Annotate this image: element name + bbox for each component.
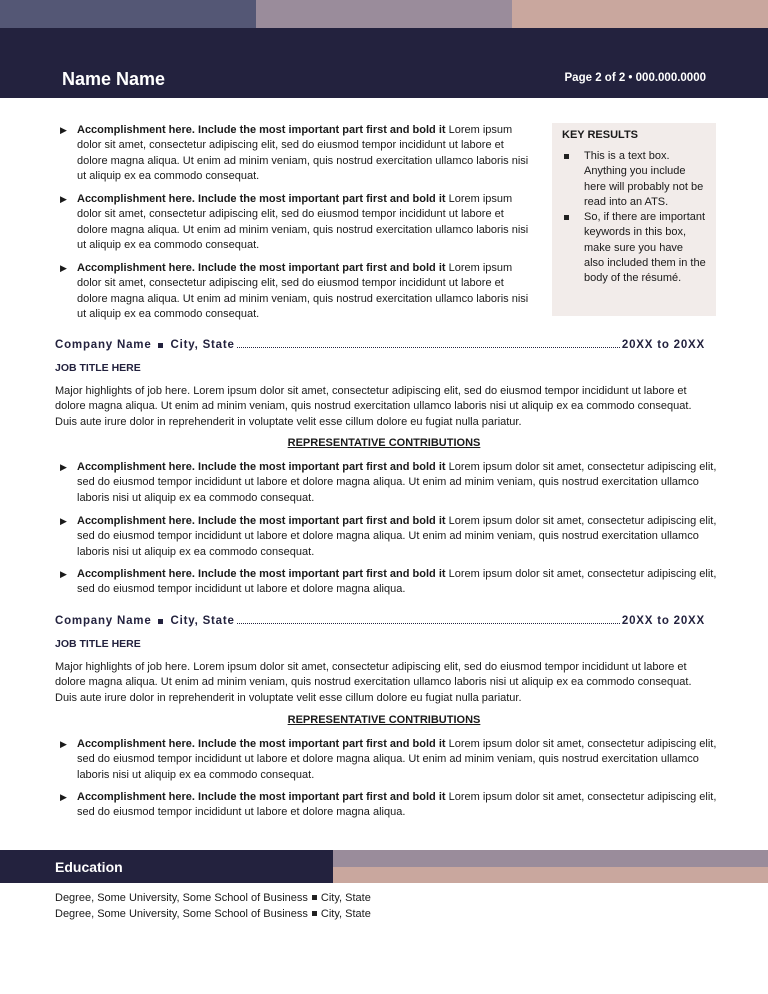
education-location: City, State — [320, 908, 371, 920]
education-location: City, State — [320, 892, 371, 904]
arrow-bullet-icon: ▶ — [60, 516, 67, 526]
top-color-bar — [0, 0, 768, 28]
accomplishment-text: Lorem ipsum dolor sit amet, consectetur adipiscing elit, sed do eiusmod tempor incididunt ut labore et dolore magna aliqua. Ut enim ad minim veniam, quis nostrud exercitation ullamco laboris nisi ut aliquip ex ea commodo consequat. — [77, 124, 529, 182]
contribution-text: Lorem ipsum dolor sit amet, consectetur adipiscing elit, sed do eiusmod tempor incididunt ut labore et dolore magna aliqua. — [77, 791, 717, 819]
contribution-bold: Accomplishment here. Include the most important part first and bold it — [77, 461, 446, 473]
key-results-title: KEY RESULTS — [562, 129, 638, 141]
education-heading: Education — [55, 859, 123, 875]
contribution-bullet — [60, 567, 717, 598]
education-header — [0, 850, 333, 883]
accomplishment-bold: Accomplishment here. Include the most important part first and bold it — [77, 193, 446, 205]
company-line — [55, 614, 705, 627]
contribution-bold: Accomplishment here. Include the most important part first and bold it — [77, 791, 446, 803]
key-results-item — [562, 210, 706, 286]
contributions-heading: REPRESENTATIVE CONTRIBUTIONS — [287, 437, 481, 449]
job-title: JOB TITLE HERE — [55, 362, 141, 374]
contribution-bullet — [60, 460, 717, 506]
job-summary: Major highlights of job here. Lorem ipsum dolor sit amet, consectetur adipiscing elit, sed do eiusmod tempor incididunt ut labore et dolore magna aliqua. Ut enim ad minim veniam, quis nostrud exercitation ullamco laboris nisi ut aliquip ex ea commodo consequat. Duis aute irure dolor in reprehenderit in voluptate velit esse cillum dolore eu fugiat nulla pariatur. — [55, 385, 692, 428]
accomplishment-bullet — [60, 192, 537, 253]
education-degree: Degree, Some University, Some School of Business — [55, 892, 308, 904]
contribution-text: Lorem ipsum dolor sit amet, consectetur adipiscing elit, sed do eiusmod tempor incididunt ut labore et dolore magna aliqua. Ut enim ad minim veniam, quis nostrud exercitation ullamco laboris nisi ut aliquip ex ea commodo consequat. — [77, 738, 717, 781]
company-location: City, State — [170, 339, 235, 351]
top-bar-rose — [512, 0, 768, 28]
key-results-box — [552, 123, 716, 316]
contribution-bullet — [60, 737, 717, 783]
contribution-bold: Accomplishment here. Include the most important part first and bold it — [77, 568, 446, 580]
arrow-bullet-icon: ▶ — [60, 125, 67, 135]
square-separator-icon — [158, 343, 163, 348]
square-bullet-icon — [564, 154, 569, 159]
contribution-bullet — [60, 790, 717, 821]
arrow-bullet-icon: ▶ — [60, 462, 67, 472]
contribution-text: Lorem ipsum dolor sit amet, consectetur adipiscing elit, sed do eiusmod tempor incididunt ut labore et dolore magna aliqua. — [77, 568, 717, 596]
education-entry — [55, 892, 371, 904]
accomplishment-bullet — [60, 261, 537, 322]
job-dates: 20XX to 20XX — [621, 615, 705, 627]
job-title: JOB TITLE HERE — [55, 638, 141, 650]
company-name: Company Name — [55, 615, 152, 627]
square-separator-icon — [312, 911, 317, 916]
page-header — [0, 28, 768, 98]
square-separator-icon — [312, 895, 317, 900]
square-bullet-icon — [564, 215, 569, 220]
education-bar-rose — [333, 867, 768, 883]
company-location: City, State — [170, 615, 235, 627]
contribution-bold: Accomplishment here. Include the most important part first and bold it — [77, 738, 446, 750]
key-results-text: This is a text box. Anything you include here will probably not be read into an ATS. — [584, 150, 704, 208]
key-results-text: So, if there are important keywords in this box, make sure you have also included them in the body of the résumé. — [584, 211, 706, 285]
top-bar-slate — [0, 0, 256, 28]
job-dates: 20XX to 20XX — [621, 339, 705, 351]
accomplishment-text: Lorem ipsum dolor sit amet, consectetur adipiscing elit, sed do eiusmod tempor incididunt ut labore et dolore magna aliqua. Ut enim ad minim veniam, quis nostrud exercitation ullamco laboris nisi ut aliquip ex ea commodo consequat. — [77, 262, 529, 320]
company-name: Company Name — [55, 339, 152, 351]
accomplishment-bold: Accomplishment here. Include the most important part first and bold it — [77, 262, 446, 274]
key-results-item — [562, 149, 706, 210]
contribution-bullet — [60, 514, 717, 560]
accomplishment-text: Lorem ipsum dolor sit amet, consectetur adipiscing elit, sed do eiusmod tempor incididunt ut labore et dolore magna aliqua. Ut enim ad minim veniam, quis nostrud exercitation ullamco laboris nisi ut aliquip ex ea commodo consequat. — [77, 193, 529, 251]
contributions-heading: REPRESENTATIVE CONTRIBUTIONS — [287, 714, 481, 726]
square-separator-icon — [158, 619, 163, 624]
arrow-bullet-icon: ▶ — [60, 792, 67, 802]
arrow-bullet-icon: ▶ — [60, 739, 67, 749]
page-info: Page 2 of 2 • 000.000.0000 — [564, 72, 706, 84]
company-line — [55, 338, 705, 351]
dotted-leader — [237, 614, 620, 624]
contribution-text: Lorem ipsum dolor sit amet, consectetur adipiscing elit, sed do eiusmod tempor incididunt ut labore et dolore magna aliqua. Ut enim ad minim veniam, quis nostrud exercitation ullamco laboris nisi ut aliquip ex ea commodo consequat. — [77, 461, 717, 504]
education-entry — [55, 908, 371, 920]
candidate-name: Name Name — [62, 69, 166, 89]
accomplishment-bullet — [60, 123, 537, 184]
arrow-bullet-icon: ▶ — [60, 263, 67, 273]
arrow-bullet-icon: ▶ — [60, 194, 67, 204]
contribution-bold: Accomplishment here. Include the most important part first and bold it — [77, 515, 446, 527]
arrow-bullet-icon: ▶ — [60, 569, 67, 579]
education-bar-mauve — [333, 850, 768, 867]
education-degree: Degree, Some University, Some School of Business — [55, 908, 308, 920]
contribution-text: Lorem ipsum dolor sit amet, consectetur adipiscing elit, sed do eiusmod tempor incididunt ut labore et dolore magna aliqua. Ut enim ad minim veniam, quis nostrud exercitation ullamco laboris nisi ut aliquip ex ea commodo consequat. — [77, 515, 717, 558]
top-bar-mauve — [256, 0, 512, 28]
job-summary: Major highlights of job here. Lorem ipsum dolor sit amet, consectetur adipiscing elit, sed do eiusmod tempor incididunt ut labore et dolore magna aliqua. Ut enim ad minim veniam, quis nostrud exercitation ullamco laboris nisi ut aliquip ex ea commodo consequat. Duis aute irure dolor in reprehenderit in voluptate velit esse cillum dolore eu fugiat nulla pariatur. — [55, 661, 692, 704]
accomplishment-bold: Accomplishment here. Include the most important part first and bold it — [77, 124, 446, 136]
dotted-leader — [237, 338, 620, 348]
